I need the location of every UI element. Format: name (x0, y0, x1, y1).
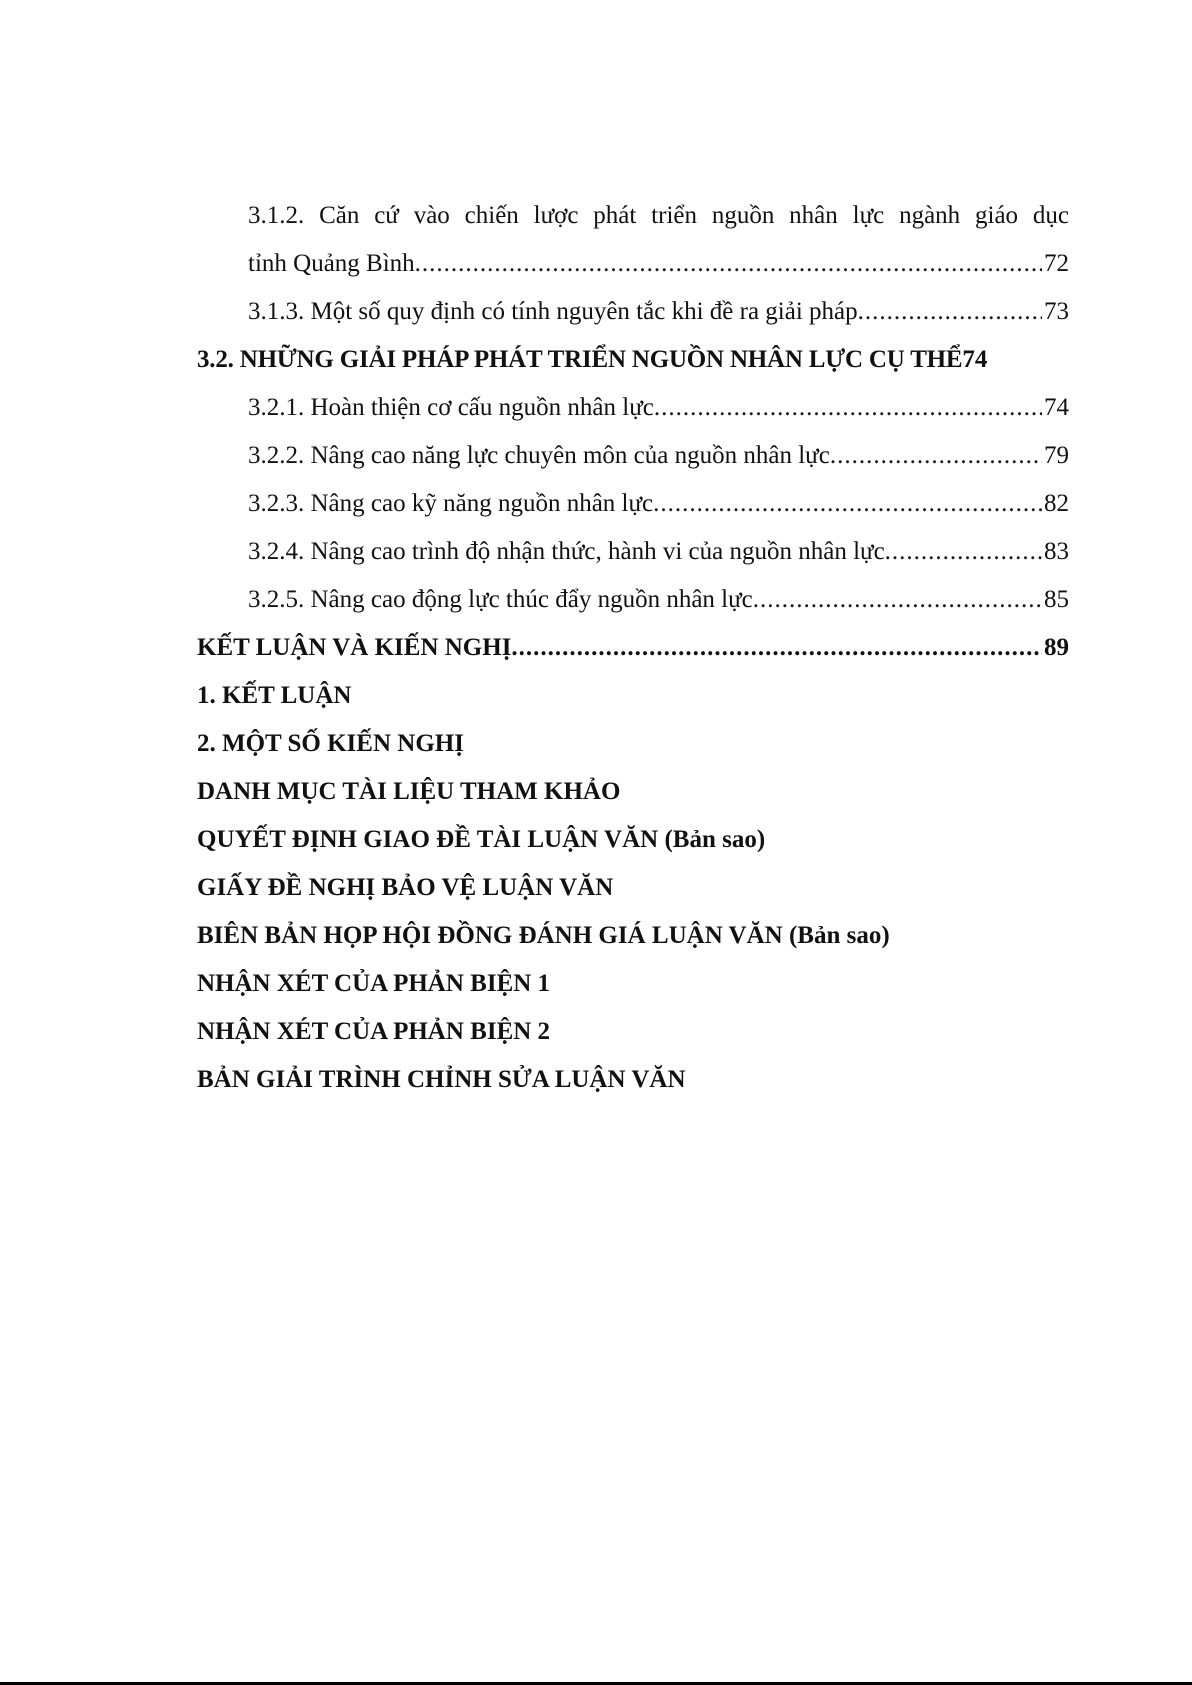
toc-entry-3-2-4[interactable] (197, 528, 1069, 576)
toc-entry-title: 3.2. NHỮNG GIẢI PHÁP PHÁT TRIỂN NGUỒN NHÂN LỰC CỤ THỂ (197, 346, 963, 373)
dot-leader (885, 528, 1042, 576)
toc-entry-3-2-5[interactable] (197, 576, 1069, 624)
toc-entry-page: 74 (962, 346, 988, 373)
toc-entry-title: BẢN GIẢI TRÌNH CHỈNH SỬA LUẬN VĂN (197, 1066, 686, 1093)
toc-entry-title: 3.1.2. Căn cứ vào chiến lược phát triển nguồn nhân lực ngành giáo dục (248, 202, 1069, 229)
toc-entry-mot-so-kien-nghi[interactable] (197, 720, 1069, 768)
toc-entry-title: 1. KẾT LUẬN (197, 682, 352, 709)
table-of-contents (197, 192, 1069, 1104)
dot-leader (653, 480, 1042, 528)
toc-entry-page: 85 (1044, 586, 1069, 613)
toc-entry-page: 73 (1044, 298, 1069, 325)
toc-entry-page: 74 (1044, 394, 1069, 421)
toc-entry-title: DANH MỤC TÀI LIỆU THAM KHẢO (197, 778, 621, 805)
toc-entry-nhan-xet-phan-bien-1[interactable] (197, 960, 1069, 1008)
toc-entry-title: GIẤY ĐỀ NGHỊ BẢO VỆ LUẬN VĂN (197, 874, 614, 901)
toc-entry-title: 2. MỘT SỐ KIẾN NGHỊ (197, 730, 464, 757)
dot-leader (858, 288, 1042, 336)
dot-leader (511, 624, 1042, 672)
toc-entry-3-2-2[interactable] (197, 432, 1069, 480)
dot-leader (415, 240, 1042, 288)
toc-entry-title: KẾT LUẬN VÀ KIẾN NGHỊ (197, 634, 512, 661)
toc-entry-quyet-dinh-giao-de-tai[interactable] (197, 816, 1069, 864)
toc-entry-page: 89 (1044, 634, 1069, 661)
toc-entry-giay-de-nghi[interactable] (197, 864, 1069, 912)
toc-entry-page: 72 (1044, 250, 1069, 277)
toc-entry-title: 3.2.3. Nâng cao kỹ năng nguồn nhân lực (248, 490, 654, 517)
toc-entry-title: 3.2.5. Nâng cao động lực thúc đẩy nguồn nhân lực (248, 586, 753, 613)
toc-entry-page: 82 (1044, 490, 1069, 517)
toc-entry-3-2-3[interactable] (197, 480, 1069, 528)
toc-entry-title: 3.2.1. Hoàn thiện cơ cấu nguồn nhân lực (248, 394, 654, 421)
toc-entry-title: 3.2.2. Nâng cao năng lực chuyên môn của nguồn nhân lực (248, 442, 830, 469)
toc-entry-danh-muc-tai-lieu[interactable] (197, 768, 1069, 816)
toc-entry-title: BIÊN BẢN HỌP HỘI ĐỒNG ĐÁNH GIÁ LUẬN VĂN (Bản sao) (197, 922, 890, 949)
toc-entry-3-1-2-line2[interactable] (197, 240, 1069, 288)
toc-entry-title: QUYẾT ĐỊNH GIAO ĐỀ TÀI LUẬN VĂN (Bản sao) (197, 826, 766, 853)
toc-entry-bien-ban-hop[interactable] (197, 912, 1069, 960)
toc-entry-3-1-2-line1[interactable] (197, 192, 1069, 240)
toc-entry-ban-giai-trinh[interactable] (197, 1056, 1069, 1104)
toc-entry-title: NHẬN XÉT CỦA PHẢN BIỆN 1 (197, 970, 551, 997)
toc-entry-3-1-3[interactable] (197, 288, 1069, 336)
toc-entry-3-2-1[interactable] (197, 384, 1069, 432)
toc-entry-title: 3.2.4. Nâng cao trình độ nhận thức, hành vi của nguồn nhân lực (248, 538, 885, 565)
toc-entry-page: 79 (1044, 442, 1069, 469)
toc-entry-nhan-xet-phan-bien-2[interactable] (197, 1008, 1069, 1056)
dot-leader (753, 576, 1042, 624)
dot-leader (654, 384, 1042, 432)
toc-entry-title: NHẬN XÉT CỦA PHẢN BIỆN 2 (197, 1018, 551, 1045)
toc-entry-title: tỉnh Quảng Bình (248, 250, 415, 277)
toc-entry-page: 83 (1044, 538, 1069, 565)
toc-entry-title: 3.1.3. Một số quy định có tính nguyên tắc khi đề ra giải pháp (248, 298, 858, 325)
toc-entry-3-2[interactable] (197, 336, 1069, 384)
toc-entry-ket-luan[interactable] (197, 672, 1069, 720)
toc-entry-ket-luan-va-kien-nghi[interactable] (197, 624, 1069, 672)
dot-leader (830, 432, 1042, 480)
